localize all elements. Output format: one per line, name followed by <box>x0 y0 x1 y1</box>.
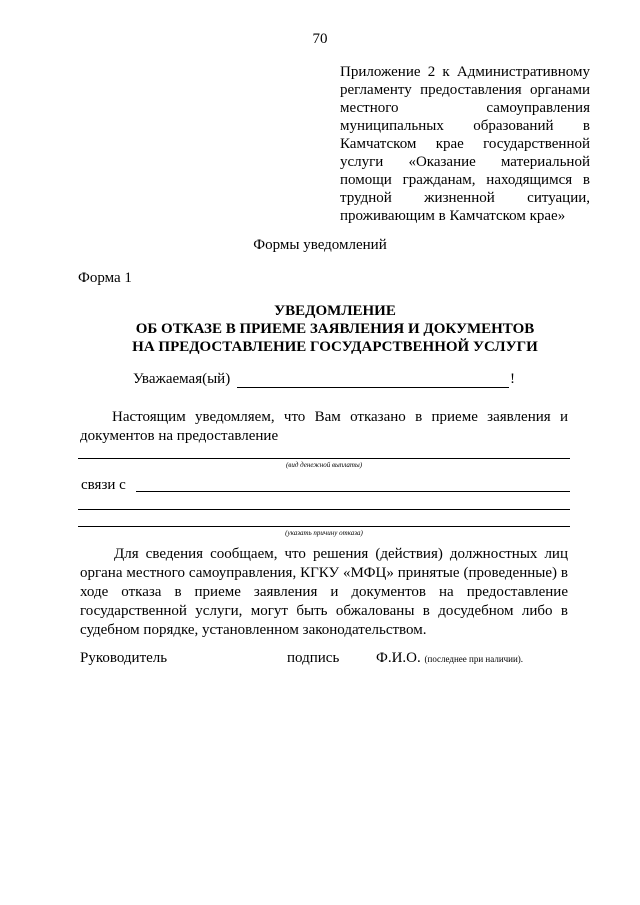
reason-line-2[interactable] <box>78 509 570 510</box>
payment-type-line[interactable] <box>78 458 570 459</box>
appeal-info-text: Для сведения сообщаем, что решения (действия) должностных лиц органа местного самоуправления, КГКУ «МФЦ» принятые (проведенные) в ходе отказа в приеме заявления и документов на предоставление государственной услуги, могут быть обжалованы в досудебном либо в судебном порядке, установленном законодательством. <box>80 546 568 638</box>
addressee-name-line[interactable] <box>237 387 509 388</box>
signature-name <box>376 650 523 667</box>
reason-line-3[interactable] <box>78 526 570 527</box>
signature-role: Руководитель <box>80 650 168 666</box>
forms-title: Формы уведомлений <box>253 237 387 253</box>
appendix-note: Приложение 2 к Административному регламенту предоставления органами местного самоуправления муниципальных образований в Камчатском крае государственной услуги «Оказание материальной помощи гражданам, находящимся в трудной жизненной ситуации, проживающим в Камчатском крае» <box>340 64 590 224</box>
heading-line-2: ОБ ОТКАЗЕ В ПРИЕМЕ ЗАЯВЛЕНИЯ И ДОКУМЕНТОВ <box>135 321 535 337</box>
notice-heading <box>60 302 610 356</box>
notice-text: Настоящим уведомляем, что Вам отказано в приеме заявления и документов на предоставление <box>80 409 568 444</box>
signature-label: подпись <box>287 650 340 666</box>
signature-name-note: (последнее при наличии). <box>424 654 524 664</box>
greeting-label: Уважаемая(ый) <box>133 371 231 387</box>
reason-label: связи с <box>81 477 126 493</box>
heading-line-1: УВЕДОМЛЕНИЕ <box>274 303 396 319</box>
page-number: 70 <box>312 31 328 47</box>
reason-caption: (указать причину отказа) <box>285 529 363 537</box>
greeting-exclamation: ! <box>510 371 515 387</box>
signature-name-label: Ф.И.О. <box>376 650 421 666</box>
heading-line-3: НА ПРЕДОСТАВЛЕНИЕ ГОСУДАРСТВЕННОЙ УСЛУГИ <box>132 339 538 355</box>
form-label: Форма 1 <box>78 270 132 286</box>
payment-type-caption: (вид денежной выплаты) <box>285 461 363 469</box>
reason-line-1[interactable] <box>136 491 570 492</box>
